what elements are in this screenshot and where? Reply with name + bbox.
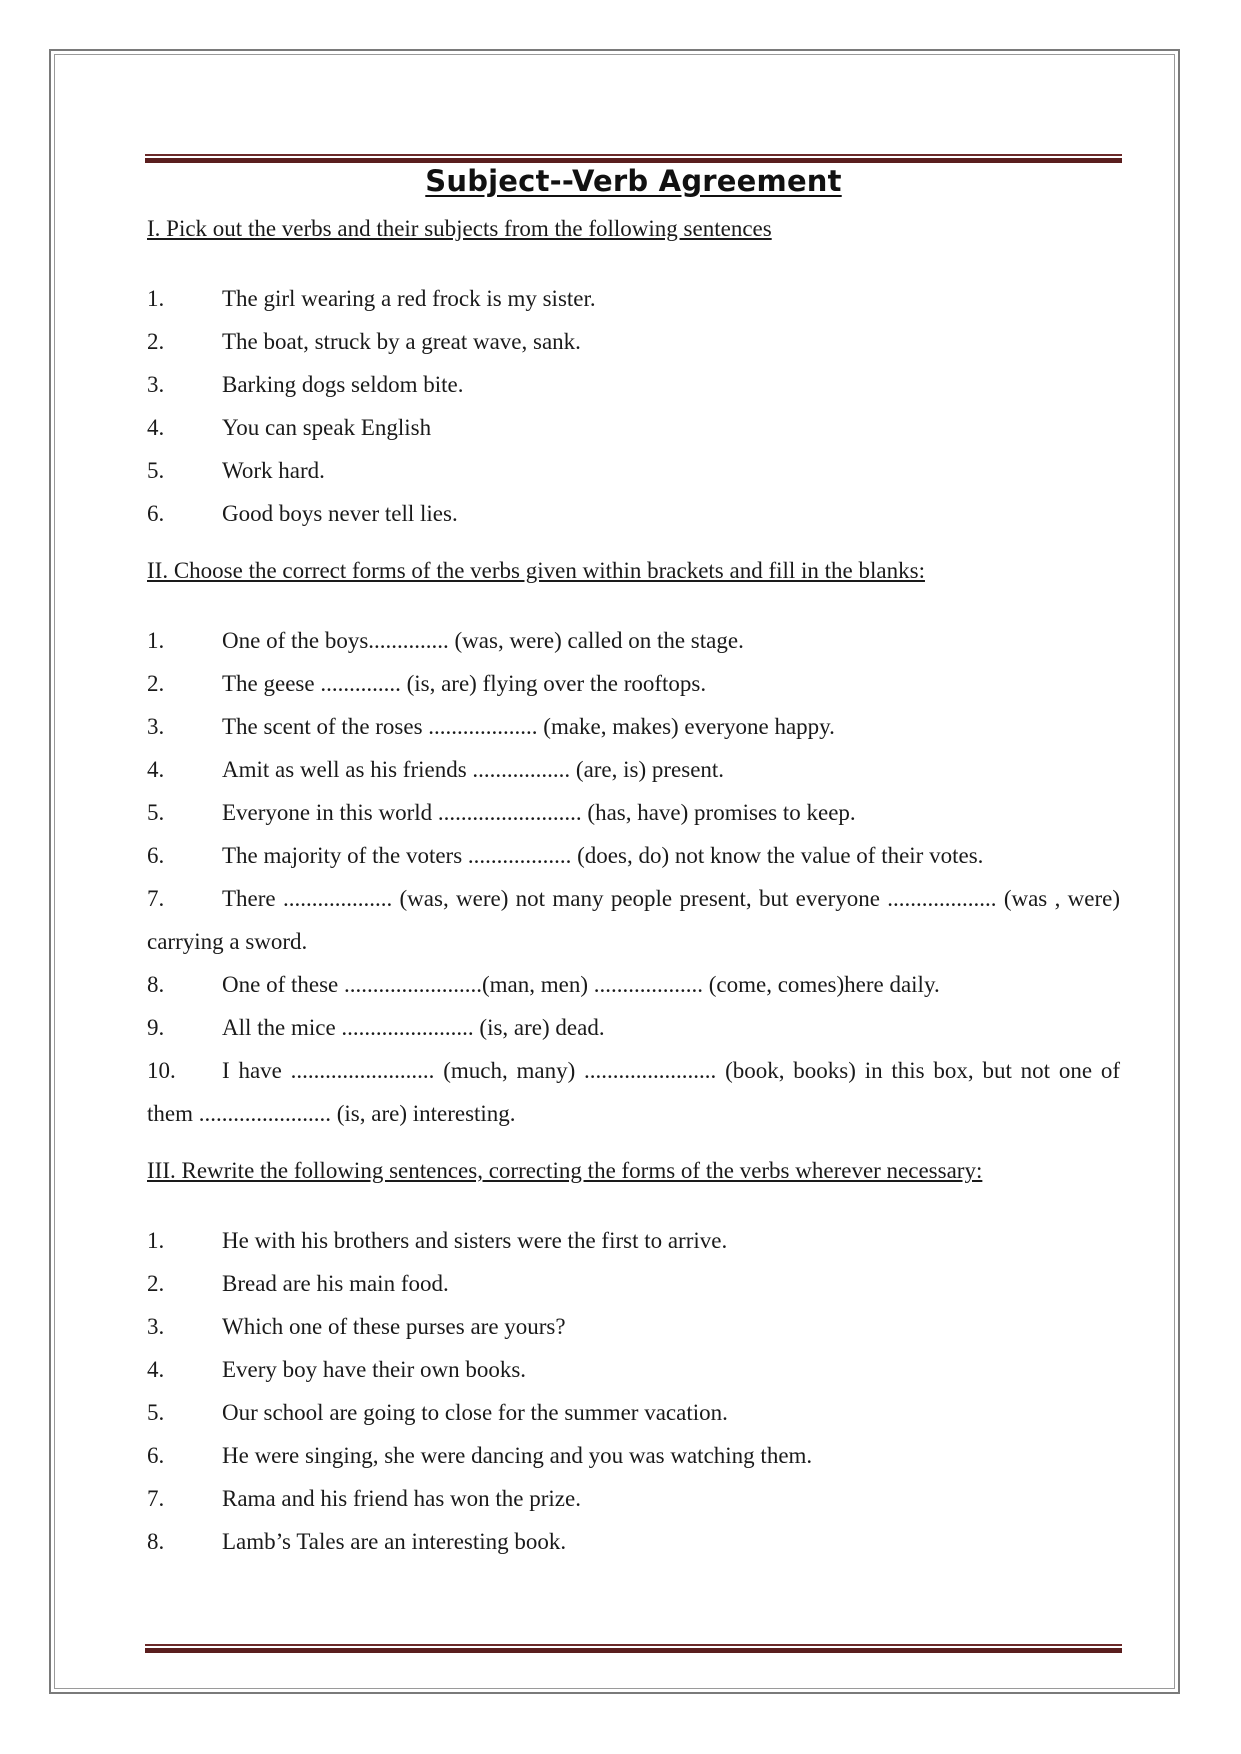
list-item (147, 1219, 1120, 1262)
item-text: The geese .............. (is, are) flying over the rooftops. (222, 671, 707, 696)
item-number: 6. (147, 843, 165, 868)
item-number: 4. (147, 1357, 165, 1382)
item-number: 1. (147, 628, 165, 653)
item-number: 7. (147, 886, 165, 911)
item-text: Rama and his friend has won the prize. (222, 1486, 581, 1511)
list-item (147, 877, 1120, 963)
item-number: 2. (147, 329, 165, 354)
list-item (147, 1262, 1120, 1305)
item-text: Our school are going to close for the summer vacation. (222, 1400, 728, 1425)
list-item (147, 406, 1120, 449)
list-item (147, 619, 1120, 662)
item-text: Every boy have their own books. (222, 1357, 527, 1382)
list-item (147, 662, 1120, 705)
list-item (147, 1049, 1120, 1135)
item-number: 2. (147, 1271, 165, 1296)
item-text: He with his brothers and sisters were the first to arrive. (222, 1228, 728, 1253)
section-1-list (147, 277, 1120, 535)
list-item (147, 1305, 1120, 1348)
item-text: Which one of these purses are yours? (222, 1314, 566, 1339)
item-text: The majority of the voters .................. (does, do) not know the value of their votes. (222, 843, 984, 868)
item-text: One of the boys.............. (was, were) called on the stage. (222, 628, 744, 653)
list-item (147, 363, 1120, 406)
item-text: There ................... (was, were) not many people present, but everyone ................... (was , were) carrying a sword. (147, 886, 1120, 954)
list-item (147, 1434, 1120, 1477)
item-number: 5. (147, 1400, 165, 1425)
list-item (147, 1348, 1120, 1391)
list-item (147, 963, 1120, 1006)
list-item (147, 1520, 1120, 1563)
item-text: Bread are his main food. (222, 1271, 449, 1296)
section-2-list (147, 619, 1120, 1135)
list-item (147, 449, 1120, 492)
list-item (147, 1006, 1120, 1049)
list-item (147, 1391, 1120, 1434)
item-number: 1. (147, 1228, 165, 1253)
item-number: 3. (147, 1314, 165, 1339)
section-3-list (147, 1219, 1120, 1563)
item-text: He were singing, she were dancing and you was watching them. (222, 1443, 813, 1468)
worksheet-body (147, 214, 1120, 1584)
item-text: Work hard. (222, 458, 325, 483)
item-text: One of these ........................(man, men) ................... (come, comes)here daily. (222, 972, 940, 997)
item-number: 9. (147, 1015, 165, 1040)
list-item (147, 834, 1120, 877)
item-number: 6. (147, 1443, 165, 1468)
item-text: Barking dogs seldom bite. (222, 372, 464, 397)
item-number: 6. (147, 501, 165, 526)
item-text: You can speak English (222, 415, 432, 440)
list-item (147, 277, 1120, 320)
list-item (147, 705, 1120, 748)
item-text: I have ......................... (much, many) ....................... (book, books) in this box, but not one of them ....................... (is, are) interesting. (147, 1058, 1120, 1126)
item-number: 4. (147, 757, 165, 782)
list-item (147, 748, 1120, 791)
item-number: 5. (147, 458, 165, 483)
list-item (147, 1477, 1120, 1520)
item-text: The girl wearing a red frock is my sister. (222, 286, 596, 311)
footer-rule (145, 1644, 1122, 1653)
list-item (147, 320, 1120, 363)
item-number: 8. (147, 1529, 165, 1554)
list-item (147, 492, 1120, 535)
item-number: 4. (147, 415, 165, 440)
item-text: Amit as well as his friends ................. (are, is) present. (222, 757, 725, 782)
item-number: 3. (147, 714, 165, 739)
item-number: 3. (147, 372, 165, 397)
item-text: Good boys never tell lies. (222, 501, 458, 526)
item-number: 10. (147, 1058, 176, 1083)
item-number: 2. (147, 671, 165, 696)
item-text: The scent of the roses ................... (make, makes) everyone happy. (222, 714, 835, 739)
section-3-heading: III. Rewrite the following sentences, correcting the forms of the verbs wherever necessary: (147, 1158, 983, 1183)
item-number: 5. (147, 800, 165, 825)
item-text: Lamb’s Tales are an interesting book. (222, 1529, 567, 1554)
section-2-heading: II. Choose the correct forms of the verbs given within brackets and fill in the blanks: (147, 558, 925, 583)
header-rule (145, 154, 1122, 163)
item-text: The boat, struck by a great wave, sank. (222, 329, 581, 354)
item-text: All the mice ....................... (is, are) dead. (222, 1015, 605, 1040)
item-text: Everyone in this world ......................... (has, have) promises to keep. (222, 800, 856, 825)
page-title: Subject--Verb Agreement (425, 164, 842, 198)
item-number: 1. (147, 286, 165, 311)
section-1-heading: I. Pick out the verbs and their subjects from the following sentences (147, 216, 772, 241)
list-item (147, 791, 1120, 834)
item-number: 7. (147, 1486, 165, 1511)
item-number: 8. (147, 972, 165, 997)
